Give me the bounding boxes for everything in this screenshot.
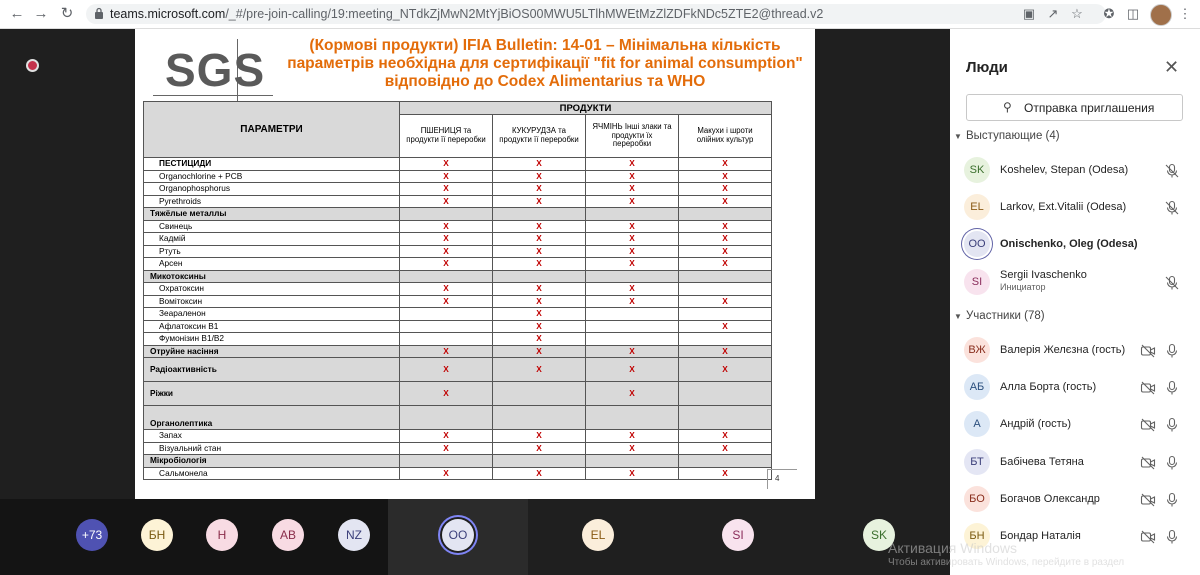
- video-tile[interactable]: [388, 499, 528, 575]
- participant-name: Алла Борта (гость): [1000, 381, 1097, 393]
- panel-title: Люди: [966, 59, 1008, 76]
- mark-cell: X: [679, 183, 772, 196]
- close-icon[interactable]: ✕: [1164, 57, 1180, 77]
- slide-title-line: параметрів необхідна для сертифікації "fit for animal consumption": [287, 55, 803, 72]
- camera-site-icon[interactable]: ▣: [1022, 6, 1036, 21]
- parameter-name: Свинець: [144, 220, 400, 233]
- presenter-name: Sergii Ivaschenko: [1000, 269, 1087, 281]
- table-row: [144, 358, 772, 382]
- column-header: КУКУРУДЗА та продукти її переробки: [493, 115, 586, 158]
- mark-cell: X: [586, 430, 679, 443]
- mark-cell: [586, 455, 679, 468]
- mark-cell: X: [586, 382, 679, 406]
- participants-group-toggle[interactable]: [954, 310, 1045, 322]
- mark-cell: X: [679, 245, 772, 258]
- mark-cell: X: [493, 183, 586, 196]
- parameter-name: Микотоксины: [144, 270, 400, 283]
- column-header: Макухи і шроти олійних культур: [679, 115, 772, 158]
- mark-cell: [493, 406, 586, 430]
- mark-cell: X: [493, 295, 586, 308]
- avatar: БТ: [964, 449, 990, 475]
- participant-item[interactable]: [950, 482, 1200, 519]
- parameter-name: Тяжёлые металлы: [144, 208, 400, 221]
- mark-cell: X: [586, 170, 679, 183]
- mic-icon: [1164, 380, 1180, 396]
- avatar: А: [964, 411, 990, 437]
- mark-cell: [586, 406, 679, 430]
- mic-off-icon: [1164, 275, 1180, 291]
- windows-activation-watermark: [888, 540, 1200, 575]
- table-row: [144, 258, 772, 271]
- parameters-table: [143, 101, 772, 480]
- participant-name: Валерія Желєзна (гость): [1000, 344, 1126, 356]
- mark-cell: X: [400, 245, 493, 258]
- camera-off-icon: [1140, 343, 1156, 359]
- mark-cell: [679, 270, 772, 283]
- participant-avatar[interactable]: АВ: [272, 519, 304, 551]
- browser-toolbar: [0, 0, 1200, 29]
- parameter-name: Радіоактивність: [144, 358, 400, 382]
- mark-cell: X: [493, 345, 586, 358]
- share-icon[interactable]: ↗: [1047, 6, 1059, 21]
- table-row: [144, 442, 772, 455]
- mark-cell: X: [400, 283, 493, 296]
- camera-off-icon: [1140, 455, 1156, 471]
- participants-strip: [0, 499, 950, 575]
- avatar: ВЖ: [964, 337, 990, 363]
- send-invite-button[interactable]: [966, 94, 1183, 121]
- mark-cell: [400, 455, 493, 468]
- slide-title-line: (Кормові продукти) IFIA Bulletin: 14-01 – Мінімальна кількість: [309, 37, 781, 54]
- avatar: SI: [722, 519, 754, 551]
- presenter-name: Onischenko, Oleg (Odesa): [1000, 238, 1138, 250]
- mark-cell: X: [400, 258, 493, 271]
- table-row: [144, 220, 772, 233]
- back-icon[interactable]: ←: [9, 5, 25, 22]
- reload-icon[interactable]: ↻: [60, 5, 74, 22]
- table-row: [144, 195, 772, 208]
- mark-cell: [400, 270, 493, 283]
- mark-cell: X: [586, 183, 679, 196]
- forward-icon[interactable]: →: [33, 5, 49, 22]
- page-number: 4: [775, 474, 780, 483]
- parameter-name: Арсен: [144, 258, 400, 271]
- parameter-name: Зеараленон: [144, 308, 400, 321]
- participant-name: Бондар Наталія: [1000, 530, 1081, 542]
- parameter-name: Ртуть: [144, 245, 400, 258]
- sgs-logo: SGS: [165, 44, 266, 96]
- camera-off-icon: [1140, 492, 1156, 508]
- avatar: SK: [863, 519, 895, 551]
- mark-cell: [679, 406, 772, 430]
- table-row: [144, 430, 772, 443]
- mark-cell: X: [400, 467, 493, 480]
- mark-cell: [586, 208, 679, 221]
- mark-cell: X: [493, 283, 586, 296]
- video-tile[interactable]: [528, 499, 668, 575]
- mark-cell: X: [400, 195, 493, 208]
- video-tile[interactable]: [668, 499, 808, 575]
- mark-cell: X: [679, 467, 772, 480]
- column-header: ПШЕНИЦЯ та продукти її переробки: [400, 115, 493, 158]
- mark-cell: X: [493, 233, 586, 246]
- participant-name: Богачов Олександр: [1000, 493, 1100, 505]
- mark-cell: X: [679, 220, 772, 233]
- mark-cell: X: [679, 233, 772, 246]
- parameter-name: Афлатоксин В1: [144, 320, 400, 333]
- mark-cell: X: [493, 245, 586, 258]
- avatar: БН: [964, 523, 990, 549]
- avatar: OO: [964, 231, 990, 257]
- mark-cell: X: [586, 442, 679, 455]
- avatar: EL: [964, 194, 990, 220]
- parameter-name: ПЕСТИЦИДИ: [144, 158, 400, 171]
- chevron-down-icon: ▼: [954, 312, 962, 321]
- send-invite-label: Отправка приглашения: [1024, 101, 1155, 115]
- avatar: EL: [582, 519, 614, 551]
- table-row: [144, 333, 772, 346]
- table-row: [144, 320, 772, 333]
- presenters-group-toggle[interactable]: [954, 130, 1060, 142]
- participant-item[interactable]: [950, 445, 1200, 482]
- param-header: ПАРАМЕТРИ: [144, 102, 400, 158]
- mark-cell: X: [400, 170, 493, 183]
- mic-icon: [1164, 417, 1180, 433]
- avatar: АБ: [964, 374, 990, 400]
- profile-avatar[interactable]: [1150, 4, 1172, 26]
- parameter-name: Охратоксин: [144, 283, 400, 296]
- participant-avatar[interactable]: NZ: [338, 519, 370, 551]
- mark-cell: [493, 455, 586, 468]
- mark-cell: [679, 382, 772, 406]
- page-corner-line: [767, 469, 768, 489]
- url-path: /_#/pre-join-calling/19:meeting_NTdkZjMwN2MtYjBiOS00MWU5LTlhMWEtMzZlZDFkNDc5ZTE2@thread.v2: [225, 7, 824, 21]
- mark-cell: [679, 455, 772, 468]
- side-panel-icon[interactable]: ◫: [1126, 6, 1140, 21]
- mark-cell: X: [400, 442, 493, 455]
- mark-cell: X: [586, 283, 679, 296]
- table-row: [144, 345, 772, 358]
- bookmark-star-icon[interactable]: ☆: [1071, 6, 1083, 21]
- mark-cell: [400, 406, 493, 430]
- watermark-line: Чтобы активировать Windows, перейдите в раздел: [888, 557, 1125, 568]
- mark-cell: [679, 283, 772, 296]
- mark-cell: X: [400, 430, 493, 443]
- mark-cell: [586, 320, 679, 333]
- mic-icon: [1164, 492, 1180, 508]
- mark-cell: X: [679, 295, 772, 308]
- camera-off-icon: [1140, 417, 1156, 433]
- avatar: SK: [964, 157, 990, 183]
- people-panel: [950, 29, 1200, 575]
- mark-cell: [493, 270, 586, 283]
- table-row: [144, 270, 772, 283]
- mark-cell: X: [679, 170, 772, 183]
- presenters-label: Выступающие (4): [966, 130, 1060, 142]
- table-row: [144, 382, 772, 406]
- table-row: [144, 467, 772, 480]
- parameter-name: Pyrethroids: [144, 195, 400, 208]
- mark-cell: X: [586, 195, 679, 208]
- mark-cell: X: [586, 295, 679, 308]
- table-row: [144, 406, 772, 430]
- mark-cell: X: [679, 158, 772, 171]
- table-row: [144, 170, 772, 183]
- presenter-name: Larkov, Ext.Vitalii (Odesa): [1000, 201, 1127, 213]
- extensions-icon[interactable]: ✪: [1103, 6, 1115, 21]
- mark-cell: X: [679, 430, 772, 443]
- mark-cell: X: [586, 467, 679, 480]
- parameter-name: Ріжки: [144, 382, 400, 406]
- mark-cell: X: [586, 245, 679, 258]
- avatar: SI: [964, 269, 990, 295]
- mic-off-icon: [1164, 163, 1180, 179]
- mark-cell: X: [493, 467, 586, 480]
- parameter-name: Отруйне насіння: [144, 345, 400, 358]
- mic-off-icon: [1164, 200, 1180, 216]
- table-row: [144, 208, 772, 221]
- meeting-stage: [0, 29, 950, 499]
- url-host: teams.microsoft.com: [110, 7, 226, 21]
- mark-cell: X: [679, 195, 772, 208]
- mark-cell: [586, 333, 679, 346]
- parameter-name: Organophosphorus: [144, 183, 400, 196]
- slide-title-line: відповідно до Codex Alimentarius та WHO: [384, 73, 706, 90]
- parameter-name: Organochlorine + PCB: [144, 170, 400, 183]
- table-row: [144, 295, 772, 308]
- mark-cell: X: [400, 158, 493, 171]
- parameter-name: Сальмонела: [144, 467, 400, 480]
- mark-cell: X: [493, 430, 586, 443]
- mark-cell: X: [679, 442, 772, 455]
- mark-cell: [400, 308, 493, 321]
- presenter-item[interactable]: [950, 265, 1200, 302]
- address-bar[interactable]: [86, 4, 1106, 24]
- presenter-item[interactable]: [950, 227, 1200, 264]
- mark-cell: [679, 333, 772, 346]
- mark-cell: X: [586, 358, 679, 382]
- mark-cell: [679, 208, 772, 221]
- parameter-name: Фумонізин В1/В2: [144, 333, 400, 346]
- products-header: ПРОДУКТИ: [400, 102, 772, 115]
- mark-cell: X: [400, 220, 493, 233]
- mark-cell: X: [679, 258, 772, 271]
- parameter-name: Мікробіологія: [144, 455, 400, 468]
- mark-cell: X: [493, 442, 586, 455]
- presenter-role: Инициатор: [1000, 282, 1046, 292]
- mark-cell: X: [586, 345, 679, 358]
- participant-name: Андрій (гость): [1000, 418, 1072, 430]
- mic-icon: [1164, 455, 1180, 471]
- mark-cell: X: [586, 233, 679, 246]
- mark-cell: [400, 208, 493, 221]
- participant-item[interactable]: [950, 333, 1200, 370]
- mark-cell: X: [493, 308, 586, 321]
- menu-icon[interactable]: ⋮: [1178, 6, 1192, 21]
- mark-cell: X: [586, 220, 679, 233]
- mark-cell: X: [679, 358, 772, 382]
- table-row: [144, 455, 772, 468]
- mark-cell: [586, 270, 679, 283]
- table-row: [144, 308, 772, 321]
- presenter-item[interactable]: [950, 190, 1200, 227]
- participant-avatar[interactable]: +73: [76, 519, 108, 551]
- recording-indicator-icon: [26, 59, 39, 72]
- mark-cell: X: [400, 345, 493, 358]
- mark-cell: X: [586, 158, 679, 171]
- participant-avatar[interactable]: БН: [141, 519, 173, 551]
- mark-cell: [493, 382, 586, 406]
- mic-icon: [1164, 343, 1180, 359]
- mark-cell: X: [400, 183, 493, 196]
- mark-cell: X: [679, 320, 772, 333]
- mark-cell: X: [400, 358, 493, 382]
- mark-cell: X: [586, 258, 679, 271]
- mark-cell: [586, 308, 679, 321]
- chevron-down-icon: ▼: [954, 132, 962, 141]
- mark-cell: X: [493, 220, 586, 233]
- presenter-name: Koshelev, Stepan (Odesa): [1000, 164, 1129, 176]
- table-row: [144, 283, 772, 296]
- participants-label: Участники (78): [966, 310, 1045, 322]
- table-row: [144, 233, 772, 246]
- parameter-name: Органолептика: [144, 406, 400, 430]
- mark-cell: X: [493, 158, 586, 171]
- mark-cell: X: [493, 170, 586, 183]
- mark-cell: X: [493, 258, 586, 271]
- participant-avatar[interactable]: Н: [206, 519, 238, 551]
- mark-cell: [493, 208, 586, 221]
- avatar: БО: [964, 486, 990, 512]
- mark-cell: X: [493, 320, 586, 333]
- parameter-name: Запах: [144, 430, 400, 443]
- column-header: ЯЧМІНЬ Інші злаки та продукти їх переробки: [586, 115, 679, 158]
- presenter-item[interactable]: [950, 153, 1200, 190]
- table-row: [144, 158, 772, 171]
- lock-icon: [94, 7, 104, 20]
- page-corner-line: [767, 469, 797, 470]
- camera-off-icon: [1140, 380, 1156, 396]
- mark-cell: [400, 320, 493, 333]
- watermark-line: Активация Windows: [888, 540, 1018, 556]
- participant-item[interactable]: [950, 407, 1200, 444]
- mark-cell: [400, 333, 493, 346]
- mark-cell: X: [400, 233, 493, 246]
- parameter-name: Вомітоксин: [144, 295, 400, 308]
- mark-cell: X: [493, 358, 586, 382]
- parameter-name: Кадмій: [144, 233, 400, 246]
- table-row: [144, 245, 772, 258]
- mark-cell: X: [679, 345, 772, 358]
- mark-cell: X: [493, 333, 586, 346]
- mark-cell: [679, 308, 772, 321]
- participant-item[interactable]: [950, 370, 1200, 407]
- table-row: [144, 183, 772, 196]
- parameter-name: Візуальний стан: [144, 442, 400, 455]
- avatar: OO: [442, 519, 474, 551]
- mark-cell: X: [493, 195, 586, 208]
- slide-title: [285, 37, 805, 91]
- participant-name: Бабічева Тетяна: [1000, 456, 1084, 468]
- share-link-icon: ⚲: [1003, 100, 1012, 114]
- mark-cell: X: [400, 382, 493, 406]
- shared-slide: [135, 29, 815, 499]
- mark-cell: X: [400, 295, 493, 308]
